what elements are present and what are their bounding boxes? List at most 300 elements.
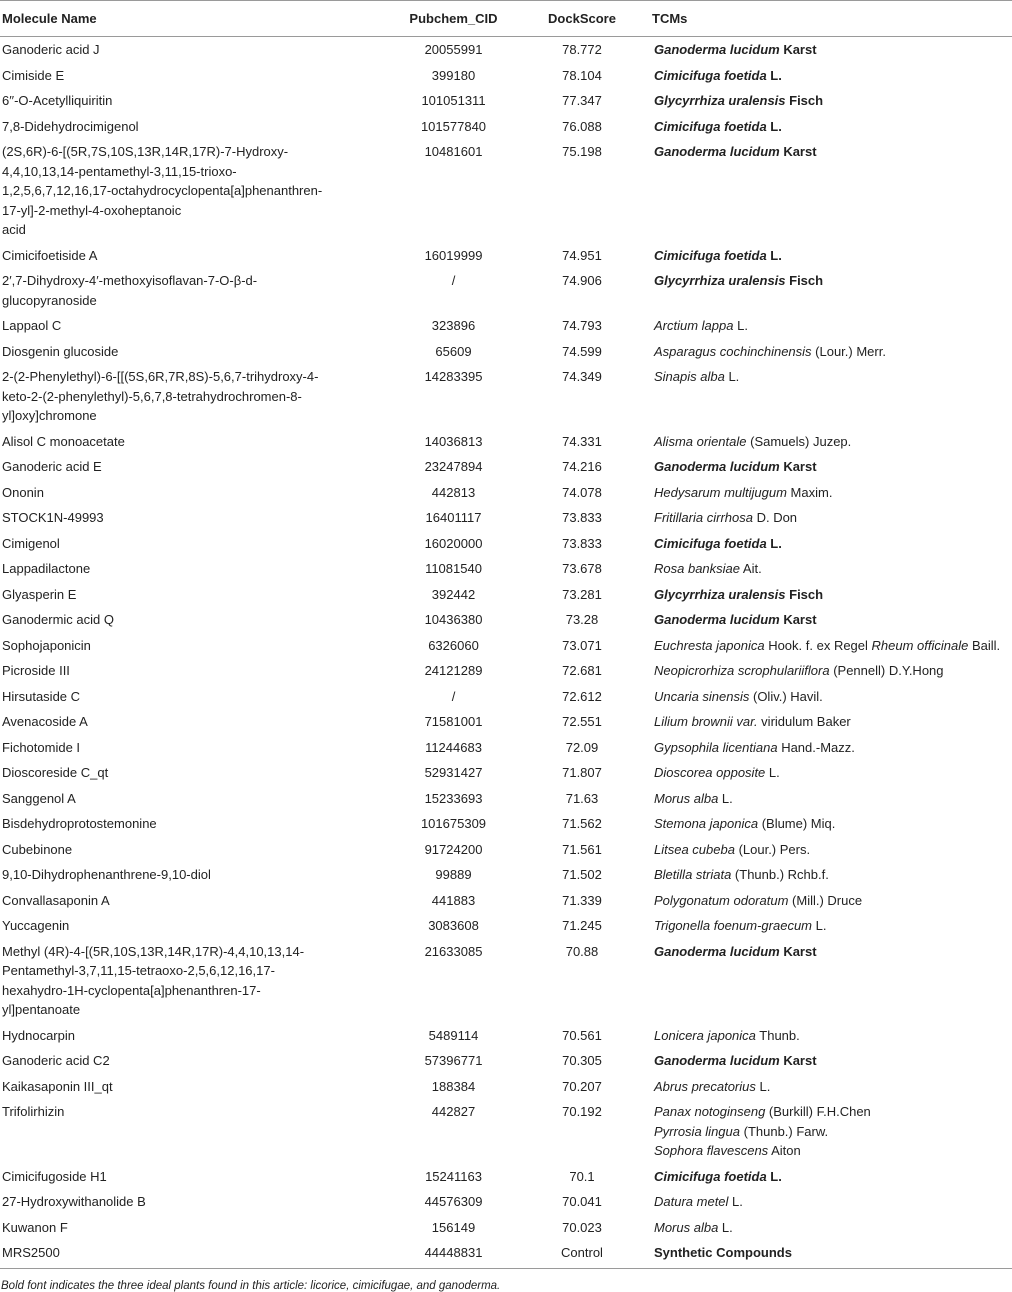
pubchem-cid-cell: 14283395 (424, 369, 483, 384)
dockscore-cell: 70.561 (562, 1027, 602, 1043)
table-row (0, 531, 1012, 557)
tcm-cell (642, 837, 1012, 863)
plant-species-name: Ganoderma lucidum (654, 1053, 780, 1068)
plant-species-name: Polygonatum odoratum (654, 892, 789, 908)
tcm-plant (654, 789, 1012, 809)
plant-authority: (Blume) Miq. (758, 816, 836, 831)
tcm-plant (654, 1122, 1012, 1142)
plant-species-name: Dioscorea opposite (654, 765, 766, 780)
table-row (0, 633, 1012, 659)
pubchem-cid-cell: 16020000 (424, 535, 483, 551)
plant-species-name: Morus alba (654, 790, 719, 806)
molecule-name-cell: Yuccagenin (2, 918, 70, 933)
dockscore-cell: 74.906 (562, 273, 602, 288)
dockscore-cell: 70.305 (562, 1053, 602, 1068)
tcm-plant (654, 1026, 1012, 1046)
pubchem-cid-cell: 156149 (431, 1219, 476, 1235)
pubchem-cid-cell: 188384 (431, 1078, 476, 1094)
plant-species-name: Cimicifuga foetida (654, 247, 767, 263)
tcm-cell (642, 37, 1012, 63)
pubchem-cid-cell: 23247894 (424, 459, 483, 474)
tcm-plant (654, 687, 1012, 707)
dockscore-cell: 72.09 (565, 739, 599, 755)
plant-authority: Hand.-Mazz. (777, 739, 855, 755)
tcm-plant (654, 1077, 1012, 1097)
molecule-name-cell: Cimigenol (2, 535, 60, 551)
tcm-cell (642, 480, 1012, 506)
pubchem-cid-cell: 21633085 (424, 943, 483, 959)
plant-species-name: Rheum officinale (871, 637, 969, 653)
header-row (0, 1, 1012, 37)
dockscore-cell: 77.347 (562, 93, 602, 108)
molecule-name-cell (0, 268, 385, 313)
tcm-cell (642, 658, 1012, 684)
molecule-name-cell: Bisdehydroprotostemonine (2, 816, 157, 831)
plant-species-name: Ganoderma lucidum (654, 42, 780, 57)
tcm-plant (654, 142, 1012, 162)
molecule-name-cell: Hydnocarpin (2, 1027, 75, 1043)
tcm-cell (642, 268, 1012, 313)
table-row (0, 480, 1012, 506)
dockscore-cell: 73.28 (565, 612, 599, 627)
plant-authority: viridulum Baker (757, 714, 851, 729)
molecule-name-line: yl]oxy]chromone (2, 408, 97, 423)
molecule-name-line: keto-2-(2-phenylethyl)-5,6,7,8-tetrahydrochromen-8- (2, 388, 302, 404)
dockscore-cell: 71.63 (565, 790, 599, 806)
table-row (0, 1023, 1012, 1049)
tcm-plant (654, 534, 1012, 554)
dockscore-cell: 73.833 (562, 510, 602, 525)
pubchem-cid-cell: 11244683 (425, 739, 482, 755)
pubchem-cid-cell: 323896 (431, 318, 476, 333)
plant-authority: L. (765, 765, 780, 780)
pubchem-cid-cell: 57396771 (424, 1053, 483, 1068)
molecule-name-line: Pentamethyl-3,7,11,15-tetraoxo-2,5,6,12,16,17- (2, 963, 275, 978)
table-row (0, 243, 1012, 269)
plant-species-name: Morus alba (654, 1219, 719, 1235)
dockscore-cell: 78.772 (562, 42, 602, 57)
molecule-name-cell: Cubebinone (2, 841, 73, 857)
pubchem-cid-cell: 442827 (431, 1104, 476, 1119)
tcm-cell (642, 429, 1012, 455)
plant-authority: Karst (779, 1053, 817, 1068)
plant-authority: L. (718, 1219, 733, 1235)
molecule-name-cell: 7,8-Didehydrocimigenol (2, 118, 139, 134)
tcm-cell (642, 607, 1012, 633)
plant-authority: Karst (779, 612, 817, 627)
tcm-plant (654, 738, 1012, 758)
tcm-plant (654, 942, 1012, 962)
tcm-cell (642, 786, 1012, 812)
dockscore-cell: 70.1 (569, 1168, 595, 1184)
plant-authority: L. (755, 1078, 771, 1094)
tcm-cell (642, 63, 1012, 89)
pubchem-cid-cell: 442813 (431, 484, 476, 500)
dockscore-cell: 70.023 (562, 1219, 602, 1235)
pubchem-cid-cell: 10481601 (424, 144, 483, 159)
plant-species-name: Lilium brownii var. (654, 714, 758, 729)
pubchem-cid-cell: 441883 (431, 892, 476, 908)
tcm-cell (642, 531, 1012, 557)
table-row (0, 582, 1012, 608)
plant-authority: Karst (779, 943, 817, 959)
plant-species-name: Glycyrrhiza uralensis (654, 273, 786, 288)
dockscore-cell: 74.078 (562, 484, 602, 500)
table-row (0, 607, 1012, 633)
tcm-plant (654, 508, 1012, 528)
molecule-name-line: acid (2, 222, 26, 237)
molecule-name-cell (0, 939, 385, 1023)
dockscore-cell: 72.551 (562, 714, 602, 729)
plant-authority: L. (766, 247, 782, 263)
pubchem-cid-cell: / (451, 688, 456, 704)
plant-authority: Fisch (785, 586, 824, 602)
header-molecule-name: Molecule Name (0, 1, 385, 37)
pubchem-cid-cell: 16019999 (424, 247, 483, 263)
tcm-cell (642, 1215, 1012, 1241)
table-row (0, 811, 1012, 837)
plant-authority: L. (766, 118, 782, 134)
plant-authority: Karst (779, 144, 817, 159)
molecule-name-cell: Convallasaponin A (2, 892, 110, 908)
dockscore-cell: 71.561 (562, 841, 602, 857)
table-row (0, 268, 1012, 313)
dockscore-cell: 71.339 (562, 892, 602, 908)
table-row (0, 1215, 1012, 1241)
dockscore-cell: 73.833 (562, 535, 602, 551)
tcm-plant (654, 712, 1012, 732)
tcm-plant (654, 91, 1012, 111)
tcm-plant (654, 585, 1012, 605)
plant-species-name: Pyrrosia lingua (654, 1123, 740, 1139)
tcm-cell (642, 243, 1012, 269)
tcm-cell (642, 1189, 1012, 1215)
tcm-cell (642, 684, 1012, 710)
dockscore-cell: 73.071 (562, 637, 602, 653)
plant-species-name: Uncaria sinensis (654, 688, 750, 704)
table-footnote: Bold font indicates the three ideal plants found in this article: licorice, cimicifugae, and ganoderma. (1, 1279, 501, 1292)
plant-species-name: Trigonella foenum-graecum (654, 918, 812, 933)
table-row (0, 63, 1012, 89)
plant-authority: Thunb. (755, 1027, 800, 1043)
tcm-cell (642, 556, 1012, 582)
tcm-cell (642, 88, 1012, 114)
dockscore-cell: 74.599 (562, 343, 602, 359)
molecule-name-cell: Sophojaponicin (2, 637, 91, 653)
molecule-name-cell: Cimicifugoside H1 (2, 1168, 107, 1184)
molecule-name-line: (2S,6R)-6-[(5R,7S,10S,13R,14R,17R)-7-Hydroxy- (2, 144, 289, 159)
dockscore-cell: 74.349 (562, 369, 602, 384)
molecule-name-cell: Ganoderic acid C2 (2, 1053, 110, 1068)
pubchem-cid-cell: 3083608 (428, 918, 479, 933)
molecule-name-line: 2′,7-Dihydroxy-4′-methoxyisoflavan-7-O-β-d- (2, 273, 258, 288)
pubchem-cid-cell: 91724200 (424, 841, 483, 857)
plant-authority: D. Don (752, 510, 798, 525)
molecule-name-cell: Hirsutaside C (2, 688, 81, 704)
dockscore-cell: 72.612 (562, 688, 602, 704)
tcm-cell (642, 760, 1012, 786)
plant-species-name: Ganoderma lucidum (654, 144, 780, 159)
molecule-name-cell: Dioscoreside C_qt (2, 765, 109, 780)
tcm-plant (654, 342, 1012, 362)
molecule-name-cell: STOCK1N-49993 (2, 510, 104, 525)
molecule-name-cell (0, 139, 385, 243)
header-tcms: TCMs (642, 1, 1012, 37)
tcm-cell (642, 862, 1012, 888)
pubchem-cid-cell: 101051311 (421, 93, 486, 108)
molecule-name-cell: Kaikasaponin III_qt (2, 1078, 113, 1094)
plant-species-name: Alisma orientale (654, 433, 747, 449)
molecule-name-cell: 6′′-O-Acetylliquiritin (2, 93, 113, 108)
molecule-name-cell: Diosgenin glucoside (2, 343, 119, 359)
plant-species-name: Stemona japonica (654, 816, 759, 831)
pubchem-cid-cell: 24121289 (424, 663, 483, 678)
pubchem-cid-cell: 65609 (435, 343, 472, 359)
molecule-name-cell: Lappaol C (2, 318, 62, 333)
tcm-plant (654, 117, 1012, 137)
pubchem-cid-cell: 14036813 (424, 433, 483, 449)
molecule-name-cell: Kuwanon F (2, 1219, 68, 1235)
plant-authority: L. (766, 67, 782, 83)
plant-species-name: Gypsophila licentiana (654, 739, 778, 755)
plant-authority: L. (733, 318, 748, 333)
plant-species-name: Panax notoginseng (654, 1104, 766, 1119)
pubchem-cid-cell: 101675309 (420, 816, 487, 831)
dockscore-cell: 71.502 (562, 867, 602, 882)
tcm-plant (654, 432, 1012, 452)
tcm-cell (642, 811, 1012, 837)
plant-species-name: Arctium lappa (654, 318, 734, 333)
tcm-cell (642, 939, 1012, 1023)
table-row (0, 862, 1012, 888)
tcm-plant (654, 367, 1012, 387)
pubchem-cid-cell: 71581001 (424, 714, 483, 729)
tcm-cell (642, 114, 1012, 140)
tcm-cell (642, 735, 1012, 761)
table-row (0, 939, 1012, 1023)
molecule-name-cell: Cimicifoetiside A (2, 247, 98, 263)
tcm-cell (642, 1048, 1012, 1074)
table-row (0, 556, 1012, 582)
pubchem-cid-cell: 399180 (431, 67, 476, 83)
molecule-name-cell: Trifolirhizin (2, 1104, 65, 1119)
table-row (0, 684, 1012, 710)
tcm-plant (654, 457, 1012, 477)
tcm-plant (654, 1192, 1012, 1212)
plant-species-name: Glycyrrhiza uralensis (654, 93, 786, 108)
plant-authority: L. (724, 369, 740, 384)
plant-authority: (Burkill) F.H.Chen (765, 1104, 871, 1119)
plant-species-name: Hedysarum multijugum (654, 484, 787, 500)
table-row (0, 709, 1012, 735)
dockscore-cell: 70.192 (562, 1104, 602, 1119)
tcm-plant (654, 246, 1012, 266)
header-dockscore: DockScore (520, 1, 642, 37)
plant-species-name: Datura metel (654, 1194, 729, 1209)
tcm-cell (642, 139, 1012, 243)
dockscore-cell: 72.681 (562, 663, 602, 678)
tcm-plant (654, 814, 1012, 834)
tcm-cell (642, 913, 1012, 939)
molecule-name-line: 4,4,10,13,14-pentamethyl-3,11,15-trioxo- (2, 163, 237, 179)
plant-authority: (Oliv.) Havil. (749, 688, 823, 704)
dockscore-cell: 71.807 (562, 765, 602, 780)
plant-species-name: Litsea cubeba (654, 841, 735, 857)
plant-species-name: Cimicifuga foetida (654, 67, 767, 83)
plant-species-name: Sophora flavescens (654, 1143, 769, 1158)
plant-authority: L. (766, 535, 782, 551)
plant-species-name: Fritillaria cirrhosa (654, 510, 753, 525)
table-row (0, 139, 1012, 243)
table-row (0, 786, 1012, 812)
pubchem-cid-cell: 44576309 (424, 1194, 483, 1209)
plant-authority: (Pennell) D.Y.Hong (829, 663, 944, 678)
pubchem-cid-cell: 15233693 (424, 790, 483, 806)
molecule-name-line: 2-(2-Phenylethyl)-6-[[(5S,6R,7R,8S)-5,6,7-trihydroxy-4- (2, 369, 319, 384)
tcm-plant (654, 916, 1012, 936)
plant-species-name: Ganoderma lucidum (654, 612, 780, 627)
table-row (0, 1074, 1012, 1100)
tcm-plant (654, 1243, 1012, 1263)
plant-species-name: Asparagus cochinchinensis (654, 343, 812, 359)
pubchem-cid-cell: 15241163 (425, 1168, 482, 1184)
plant-species-name: Cimicifuga foetida (654, 1168, 767, 1184)
molecule-name-cell: 27-Hydroxywithanolide B (2, 1194, 146, 1209)
molecule-name-cell: Alisol C monoacetate (2, 433, 125, 449)
pubchem-cid-cell: 99889 (435, 867, 472, 882)
dockscore-cell: 71.245 (562, 918, 602, 933)
plant-species-name: Ganoderma lucidum (654, 459, 780, 474)
table-row (0, 837, 1012, 863)
dockscore-cell: 74.951 (562, 247, 602, 263)
plant-authority: Ait. (740, 561, 762, 576)
table-row (0, 339, 1012, 365)
tcm-plant (654, 1102, 1012, 1122)
molecule-name-line: hexahydro-1H-cyclopenta[a]phenanthren-17- (2, 982, 261, 998)
plant-species-name: Neopicrorhiza scrophulariiflora (654, 663, 830, 678)
plant-authority: Synthetic Compounds (654, 1245, 792, 1260)
tcm-cell (642, 454, 1012, 480)
dockscore-cell: 78.104 (562, 67, 602, 83)
plant-authority: L. (718, 790, 733, 806)
table-row (0, 760, 1012, 786)
table-row (0, 429, 1012, 455)
plant-authority: (Lour.) Pers. (734, 841, 811, 857)
molecule-name-cell: Ononin (2, 484, 44, 500)
tcm-plant (654, 66, 1012, 86)
dockscore-cell: 76.088 (562, 118, 602, 134)
tcm-cell (642, 1164, 1012, 1190)
plant-species-name: Ganoderma lucidum (654, 943, 780, 959)
plant-species-name: Bletilla striata (654, 867, 732, 882)
dockscore-cell: 74.793 (562, 318, 602, 333)
dockscore-cell: 73.678 (562, 561, 602, 576)
tcm-cell (642, 1240, 1012, 1268)
plant-authority: L. (812, 918, 827, 933)
plant-species-name: Lonicera japonica (654, 1027, 756, 1043)
tcm-plant (654, 40, 1012, 60)
plant-authority: Aiton (768, 1143, 801, 1158)
tcm-cell (642, 1074, 1012, 1100)
plant-authority: (Mill.) Druce (788, 892, 863, 908)
molecule-name-line: glucopyranoside (2, 292, 97, 308)
tcm-cell (642, 709, 1012, 735)
table-row (0, 1048, 1012, 1074)
table-row (0, 1240, 1012, 1268)
table-row (0, 913, 1012, 939)
pubchem-cid-cell: 52931427 (424, 765, 483, 780)
molecule-name-cell (0, 364, 385, 429)
table-row (0, 313, 1012, 339)
molecule-name-cell: Ganoderic acid E (2, 459, 102, 474)
dockscore-cell: 75.198 (562, 144, 602, 159)
tcm-plant (654, 483, 1012, 503)
molecule-name-line: yl]pentanoate (2, 1002, 81, 1017)
tcm-cell (642, 633, 1012, 659)
tcm-plant (654, 559, 1012, 579)
plant-species-name: Sinapis alba (654, 369, 725, 384)
pubchem-cid-cell: 392442 (431, 586, 476, 602)
tcm-plant (654, 636, 1012, 656)
plant-authority: (Lour.) Merr. (811, 343, 886, 359)
table-row (0, 88, 1012, 114)
tcm-plant (654, 891, 1012, 911)
plant-species-name: Euchresta japonica (654, 637, 765, 653)
table-body (0, 37, 1012, 1269)
molecule-name-cell: Fichotomide I (2, 739, 81, 755)
table-row (0, 1189, 1012, 1215)
plant-authority: Fisch (785, 273, 824, 288)
molecule-name-line: Methyl (4R)-4-[(5R,10S,13R,14R,17R)-4,4,10,13,14- (2, 943, 305, 959)
tcm-plant (654, 763, 1012, 783)
table-row (0, 735, 1012, 761)
table-row (0, 658, 1012, 684)
dockscore-cell: 71.562 (562, 816, 602, 831)
plant-authority: (Thunb.) Farw. (740, 1123, 829, 1139)
tcm-plant (654, 316, 1012, 336)
table-row (0, 1099, 1012, 1164)
plant-authority: L. (728, 1194, 743, 1209)
plant-authority: L. (766, 1168, 782, 1184)
tcm-cell (642, 339, 1012, 365)
dockscore-cell: 73.281 (562, 586, 602, 602)
pubchem-cid-cell: 10436380 (424, 612, 483, 627)
table-row (0, 114, 1012, 140)
plant-authority: Fisch (785, 93, 824, 108)
header-pubchem-cid: Pubchem_CID (385, 1, 520, 37)
dockscore-cell: 74.216 (562, 459, 602, 474)
table-row (0, 37, 1012, 63)
plant-species-name: Rosa banksiae (654, 561, 740, 576)
molecule-name-cell: Avenacoside A (2, 714, 88, 729)
molecule-name-cell: Ganoderic acid J (2, 42, 100, 57)
tcm-cell (642, 505, 1012, 531)
tcm-cell (642, 1023, 1012, 1049)
pubchem-cid-cell: 101577840 (420, 118, 487, 134)
molecule-name-cell: 9,10-Dihydrophenanthrene-9,10-diol (2, 867, 211, 882)
molecule-name-cell: Cimiside E (2, 67, 65, 83)
table-row (0, 505, 1012, 531)
pubchem-cid-cell: 5489114 (428, 1027, 479, 1043)
table-row (0, 888, 1012, 914)
plant-species-name: Abrus precatorius (654, 1078, 756, 1094)
dockscore-cell: 70.88 (565, 943, 599, 959)
plant-species-name: Glycyrrhiza uralensis (654, 586, 786, 602)
plant-authority: Karst (779, 459, 817, 474)
molecule-name-cell: Picroside III (2, 663, 70, 678)
table-row (0, 364, 1012, 429)
tcm-plant (654, 610, 1012, 630)
